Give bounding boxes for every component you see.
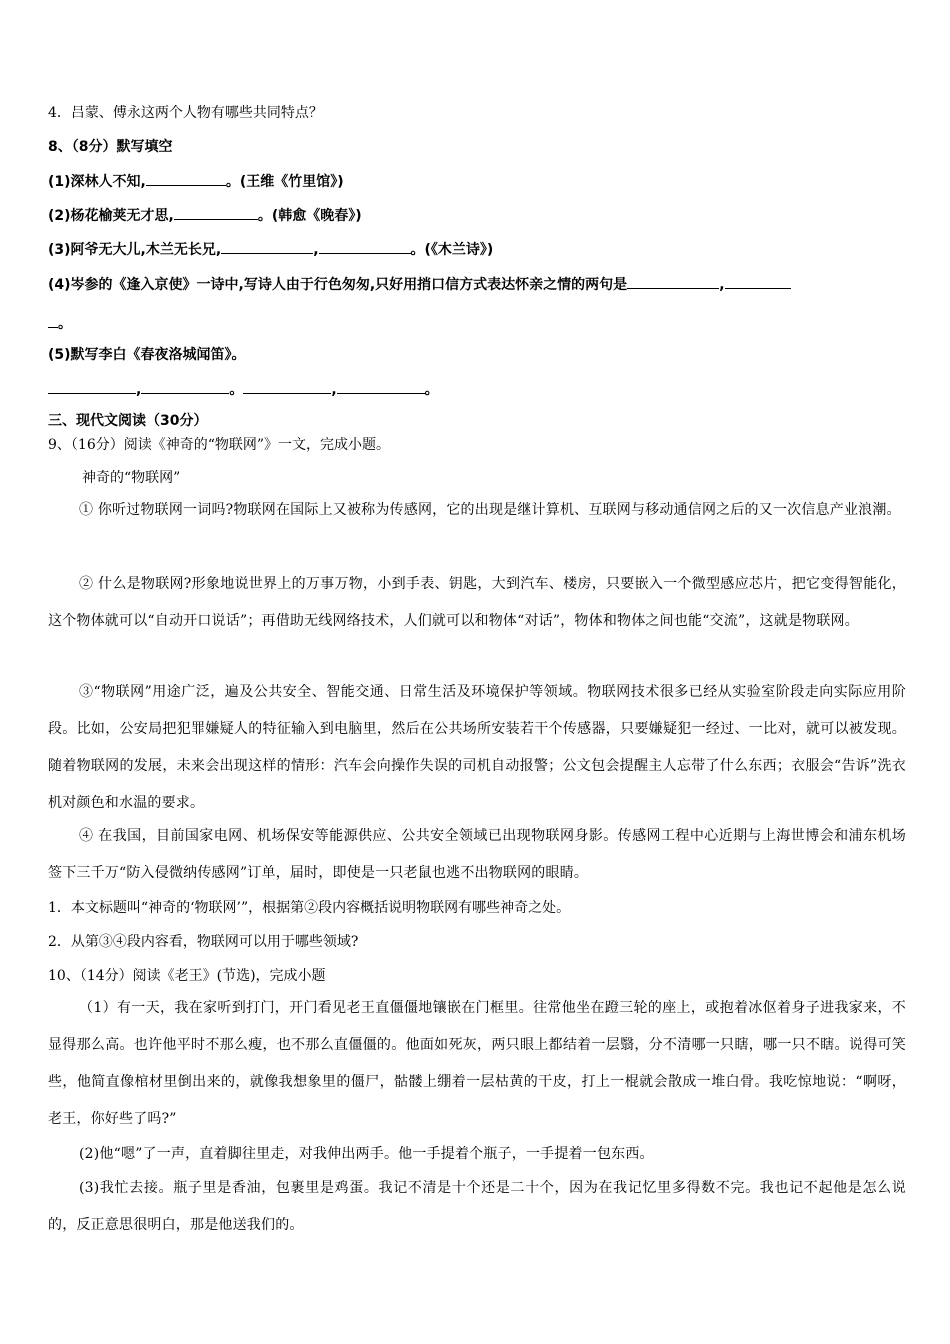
- q8-item-1-prefix: (1)深林人不知,: [48, 174, 146, 190]
- q8-item-5-blanks: [48, 379, 439, 400]
- answer-blank[interactable]: [48, 379, 136, 394]
- answer-blank[interactable]: [174, 205, 258, 220]
- article-paragraph-4: ④ 在我国，目前国家电网、机场保安等能源供应、公共安全领域已出现物联网身影。传感网工程中心近期与上海世博会和浦东机场签下三千万“防入侵微纳传感网”订单，届时，即使是一只老鼠也逃不出物联网的眼睛。: [48, 828, 906, 881]
- answer-blank[interactable]: [48, 313, 58, 328]
- q8-item-4-prefix: (4)岑参的《逢入京使》一诗中,写诗人由于行色匆匆,只好用捎口信方式表达怀亲之情的两句是: [48, 277, 628, 293]
- q8-item-3: [48, 239, 493, 260]
- q8-item-3-source: 。(《木兰诗》): [410, 242, 494, 258]
- answer-blank[interactable]: [141, 379, 229, 394]
- separator: ,: [331, 382, 337, 398]
- separator: ,: [313, 242, 319, 258]
- article-paragraph-2: ② 什么是物联网?形象地说世界上的万事万物，小到手表、钥匙，大到汽车、楼房，只要嵌入一个微型感应芯片，把它变得智能化，这个物体就可以“自动开口说话”；再借助无线网络技术，人们就可以和物体“对话”，物体和物体之间也能“交流”，这就是物联网。: [48, 576, 906, 629]
- separator: 。: [229, 382, 244, 398]
- question-9-intro: 9、（16分）阅读《神奇的“物联网”》一文，完成小题。: [48, 437, 391, 453]
- excerpt-paragraph-3: (3)我忙去接。瓶子里是香油，包裹里是鸡蛋。我记不清是十个还是二十个，因为在我记忆里多得数不完。我也记不起他是怎么说的，反正意思很明白，那是他送我们的。: [48, 1180, 906, 1233]
- q8-item-1-source: 。(王维《竹里馆》): [225, 174, 344, 190]
- q8-item-5: (5)默写李白《春夜洛城闻笛》。: [48, 347, 246, 363]
- answer-blank[interactable]: [337, 379, 425, 394]
- q8-item-3-prefix: (3)阿爷无大儿,木兰无长兄,: [48, 242, 222, 258]
- question-8-title: 8、（8分）默写填空: [48, 139, 173, 155]
- article-paragraph-3: ③“物联网”用途广泛，遍及公共安全、智能交通、日常生活及环境保护等领域。物联网技术很多已经从实验室阶段走向实际应用阶段。比如，公安局把犯罪嫌疑人的特征输入到电脑里，然后在公共场所安装若干个传感器，只要嫌疑犯一经过、一比对，就可以被发现。随着物联网的发展，未来会出现这样的情形：汽车会向操作失误的司机自动报警；公文包会提醒主人忘带了什么东西；衣服会“告诉”洗衣机对颜色和水温的要求。: [48, 684, 906, 811]
- sub-question-1: 1．本文标题叫“神奇的‘物联网’”，根据第②段内容概括说明物联网有哪些神奇之处。: [48, 900, 571, 916]
- answer-blank[interactable]: [221, 239, 313, 254]
- question-10-intro: 10、（14分）阅读《老王》(节选)，完成小题: [48, 968, 326, 984]
- answer-blank[interactable]: [319, 239, 411, 254]
- answer-blank[interactable]: [627, 274, 719, 289]
- q8-item-4: [48, 274, 791, 295]
- separator: ,: [719, 277, 725, 293]
- q8-item-4-end: 。: [58, 316, 72, 332]
- separator: ,: [136, 382, 142, 398]
- answer-blank[interactable]: [725, 274, 791, 289]
- answer-blank[interactable]: [146, 171, 226, 186]
- q8-item-2-prefix: (2)杨花榆荚无才思,: [48, 208, 174, 224]
- question-4: 4．吕蒙、傅永这两个人物有哪些共同特点？: [48, 105, 323, 121]
- article-title: 神奇的“物联网”: [82, 470, 181, 486]
- q8-item-1: [48, 171, 344, 192]
- q8-item-4-continued: [48, 313, 72, 334]
- q8-item-2: [48, 205, 362, 226]
- q8-item-2-source: 。(韩愈《晚春》): [257, 208, 362, 224]
- article-paragraph-1: ① 你听过物联网一词吗?物联网在国际上又被称为传感网，它的出现是继计算机、互联网与移动通信网之后的又一次信息产业浪潮。: [79, 502, 901, 518]
- section-3-heading: 三、现代文阅读（30分）: [48, 413, 208, 429]
- sub-question-2: 2．从第③④段内容看，物联网可以用于哪些领域?: [48, 934, 359, 950]
- answer-blank[interactable]: [243, 379, 331, 394]
- q8-item-5-end: 。: [424, 382, 439, 398]
- excerpt-paragraph-1: （1）有一天，我在家听到打门，开门看见老王直僵僵地镶嵌在门框里。往常他坐在蹬三轮的座上，或抱着冰伛着身子进我家来，不显得那么高。也许他平时不那么瘦，也不那么直僵僵的。他面如死灰，两只眼上都结着一层翳，分不清哪一只瞎，哪一只不瞎。说得可笑些，他简直像棺材里倒出来的，就像我想象里的僵尸，骷髅上绷着一层枯黄的干皮，打上一棍就会散成一堆白骨。我吃惊地说：“啊呀，老王，你好些了吗?”: [48, 1000, 906, 1127]
- excerpt-paragraph-2: (2)他“嗯”了一声，直着脚往里走，对我伸出两手。他一手提着个瓶子，一手提着一包东西。: [79, 1146, 654, 1162]
